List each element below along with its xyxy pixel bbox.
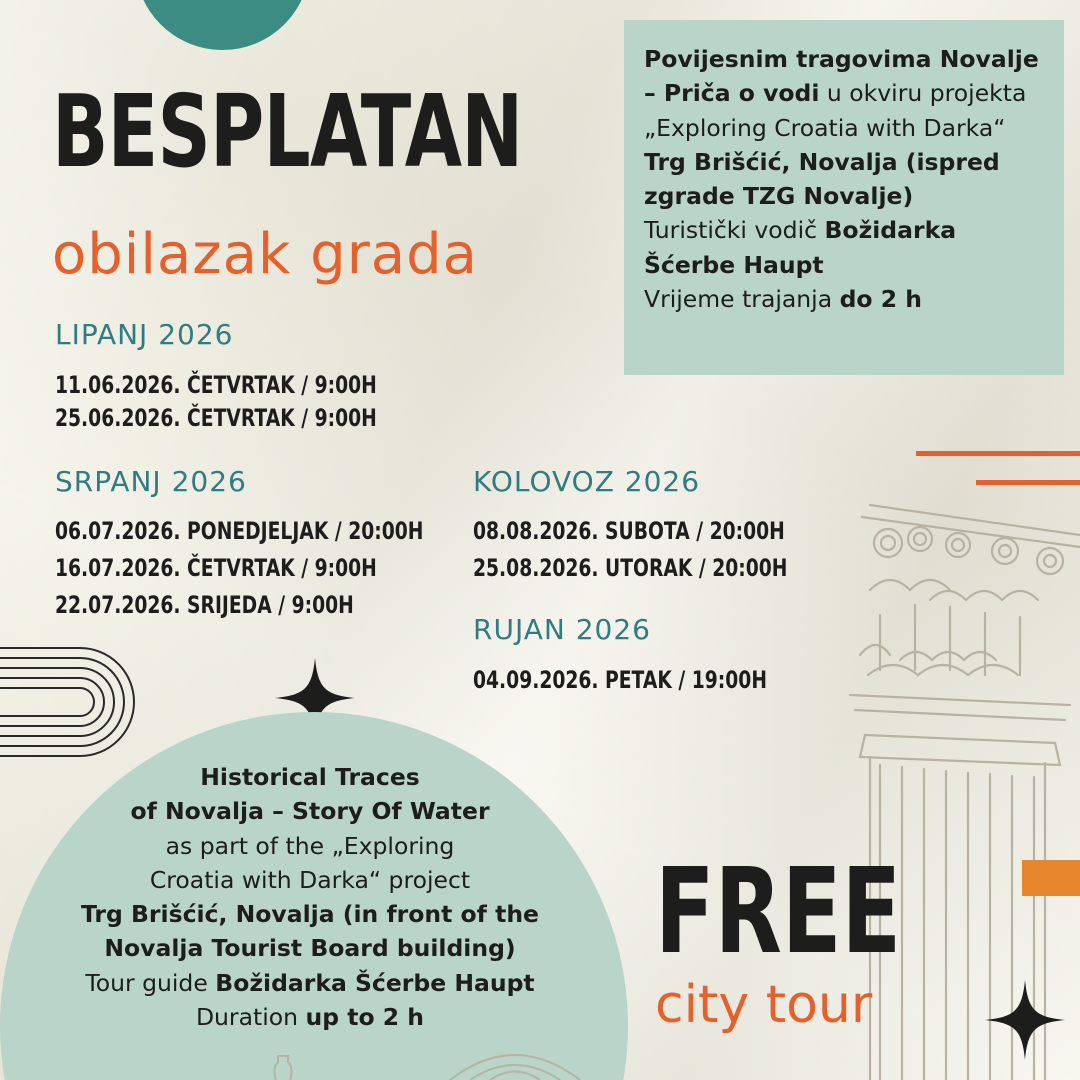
page-title: BESPLATAN bbox=[52, 73, 523, 190]
tour-location-en-line1: Trg Brišćić, Novalja (in front of the bbox=[80, 900, 539, 929]
date-entry: 25.06.2026. ČETVRTAK / 9:00H bbox=[55, 404, 377, 432]
vase-icon bbox=[268, 1052, 298, 1080]
guide-label-hr: Turistički vodič bbox=[644, 216, 825, 245]
info-text-hr bbox=[644, 42, 1054, 316]
sparkle-star-icon bbox=[985, 980, 1065, 1060]
orange-block-decoration bbox=[1022, 860, 1080, 896]
guide-label-en: Tour guide bbox=[85, 968, 216, 997]
date-entry: 25.08.2026. UTORAK / 20:00H bbox=[473, 554, 788, 582]
tour-location-hr: Trg Brišćić, Novalja (ispred zgrade TZG Novalje) bbox=[644, 147, 1000, 211]
tour-project-en-line1: as part of the „Exploring bbox=[165, 831, 455, 860]
info-text-en bbox=[20, 760, 600, 1034]
guide-name-en: Božidarka Šćerbe Haupt bbox=[215, 968, 535, 997]
date-entry: 08.08.2026. SUBOTA / 20:00H bbox=[473, 517, 785, 545]
date-entry: 06.07.2026. PONEDJELJAK / 20:00H bbox=[55, 517, 424, 545]
tour-project-hr: u okviru projekta „Exploring Croatia with Darka“ bbox=[644, 79, 1027, 142]
month-heading-rujan: RUJAN 2026 bbox=[473, 613, 651, 646]
tour-title-en-line2: of Novalja – Story Of Water bbox=[130, 797, 490, 826]
duration-value-hr: do 2 h bbox=[839, 285, 922, 314]
month-heading-lipanj: LIPANJ 2026 bbox=[55, 318, 234, 351]
duration-label-hr: Vrijeme trajanja bbox=[644, 285, 840, 314]
month-heading-srpanj: SRPANJ 2026 bbox=[55, 465, 247, 498]
orange-line-decoration bbox=[976, 480, 1080, 485]
date-entry: 11.06.2026. ČETVRTAK / 9:00H bbox=[55, 371, 377, 399]
tour-title-hr: Povijesnim tragovima Novalje – Priča o vodi bbox=[644, 45, 1039, 108]
date-entry: 04.09.2026. PETAK / 19:00H bbox=[473, 666, 767, 694]
duration-label-en: Duration bbox=[195, 1003, 306, 1032]
guide-name-hr: Božidarka Šćerbe Haupt bbox=[644, 216, 957, 279]
page-subtitle: obilazak grada bbox=[52, 222, 478, 287]
tour-title-en-line1: Historical Traces bbox=[200, 763, 420, 791]
shell-icon bbox=[445, 1045, 585, 1080]
orange-line-decoration bbox=[916, 451, 1080, 456]
date-entry: 22.07.2026. SRIJEDA / 9:00H bbox=[55, 591, 354, 619]
duration-value-en: up to 2 h bbox=[305, 1003, 425, 1032]
tour-location-en-line2: Novalja Tourist Board building) bbox=[104, 934, 516, 963]
free-title: FREE bbox=[655, 842, 902, 980]
tour-project-en-line2: Croatia with Darka“ project bbox=[149, 865, 471, 894]
date-entry: 16.07.2026. ČETVRTAK / 9:00H bbox=[55, 554, 377, 582]
month-heading-kolovoz: KOLOVOZ 2026 bbox=[473, 465, 701, 498]
free-subtitle: city tour bbox=[655, 975, 873, 1035]
